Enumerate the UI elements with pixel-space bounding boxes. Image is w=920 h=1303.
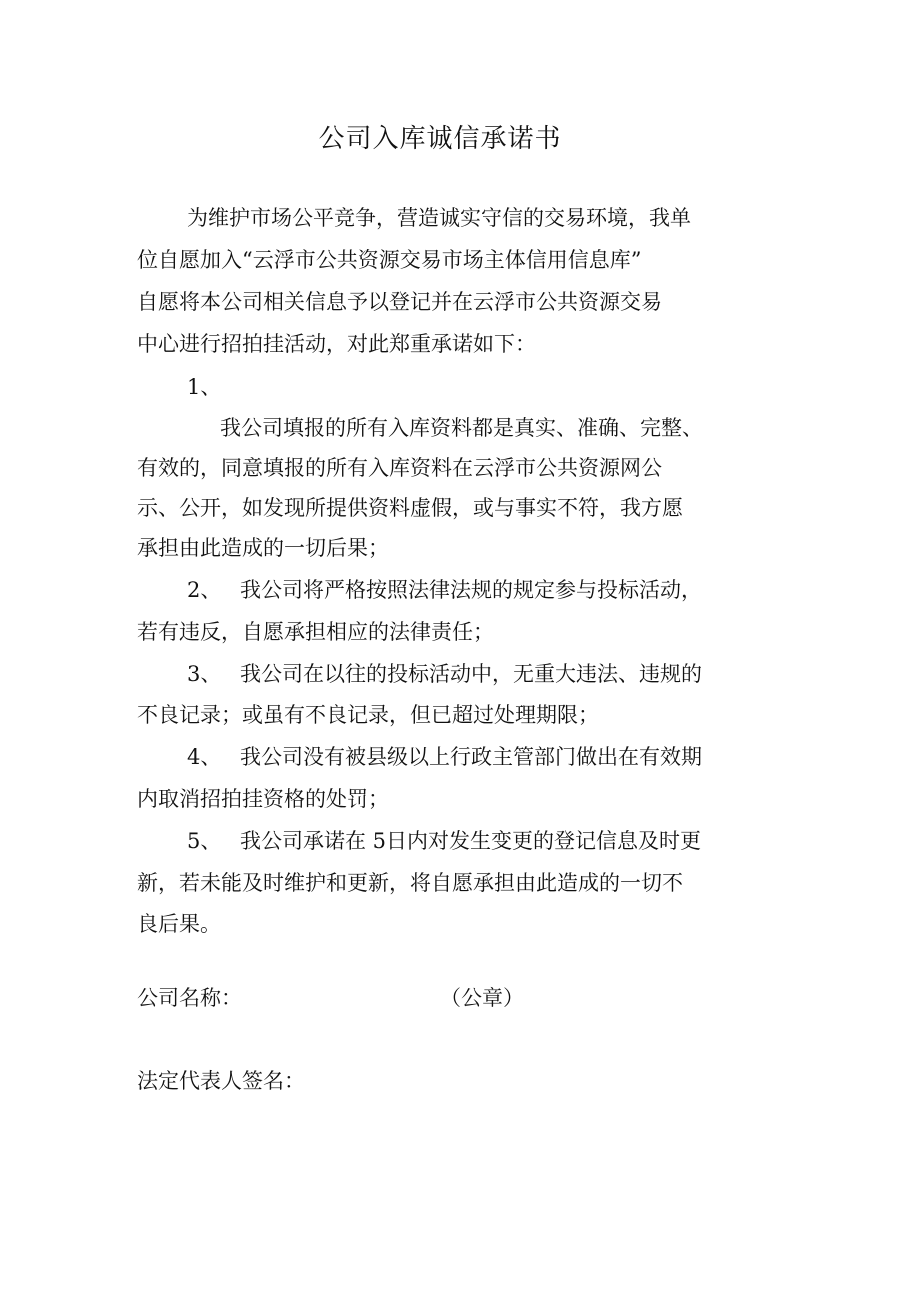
legal-rep-label: 法定代表人签名：	[137, 1069, 305, 1093]
intro-line: 位自愿加入“云浮市公共资源交易市场主体信用信息库”	[137, 248, 642, 272]
item-line: 承担由此造成的一切后果；	[137, 536, 389, 560]
item-line: 我公司填报的所有入库资料都是真实、准确、完整、	[220, 416, 703, 440]
company-name-label: 公司名称：	[137, 986, 242, 1010]
item-number: 3、	[187, 662, 222, 686]
document-title: 公司入库诚信承诺书	[318, 124, 562, 154]
item-line: 示、公开，如发现所提供资料虚假，或与事实不符，我方愿	[137, 496, 683, 520]
item-number: 1、	[187, 375, 222, 399]
item-line: 有效的，同意填报的所有入库资料在云浮市公共资源网公	[137, 456, 662, 480]
item-number: 4、	[187, 745, 222, 769]
item-line: 良后果。	[137, 912, 221, 936]
item-line: 我公司在以往的投标活动中，无重大违法、违规的	[240, 662, 702, 686]
seal-label: （公章）	[440, 986, 524, 1010]
intro-line: 中心进行招拍挂活动，对此郑重承诺如下：	[137, 332, 536, 356]
item-number: 2、	[187, 578, 222, 602]
item-line: 我公司将严格按照法律法规的规定参与投标活动，	[240, 578, 702, 602]
intro-line: 为维护市场公平竞争，营造诚实守信的交易环境，我单	[187, 206, 691, 230]
intro-line: 自愿将本公司相关信息予以登记并在云浮市公共资源交易	[137, 290, 662, 314]
item-line: 新，若未能及时维护和更新，将自愿承担由此造成的一切不	[137, 871, 683, 895]
item-number: 5、	[187, 829, 222, 853]
item-line: 不良记录；或虽有不良记录，但已超过处理期限；	[137, 703, 599, 727]
item-line: 我公司承诺在 5日内对发生变更的登记信息及时更	[240, 829, 702, 853]
item-line: 我公司没有被县级以上行政主管部门做出在有效期	[240, 745, 702, 769]
item-line: 内取消招拍挂资格的处罚；	[137, 787, 389, 811]
item-line: 若有违反，自愿承担相应的法律责任；	[137, 620, 494, 644]
